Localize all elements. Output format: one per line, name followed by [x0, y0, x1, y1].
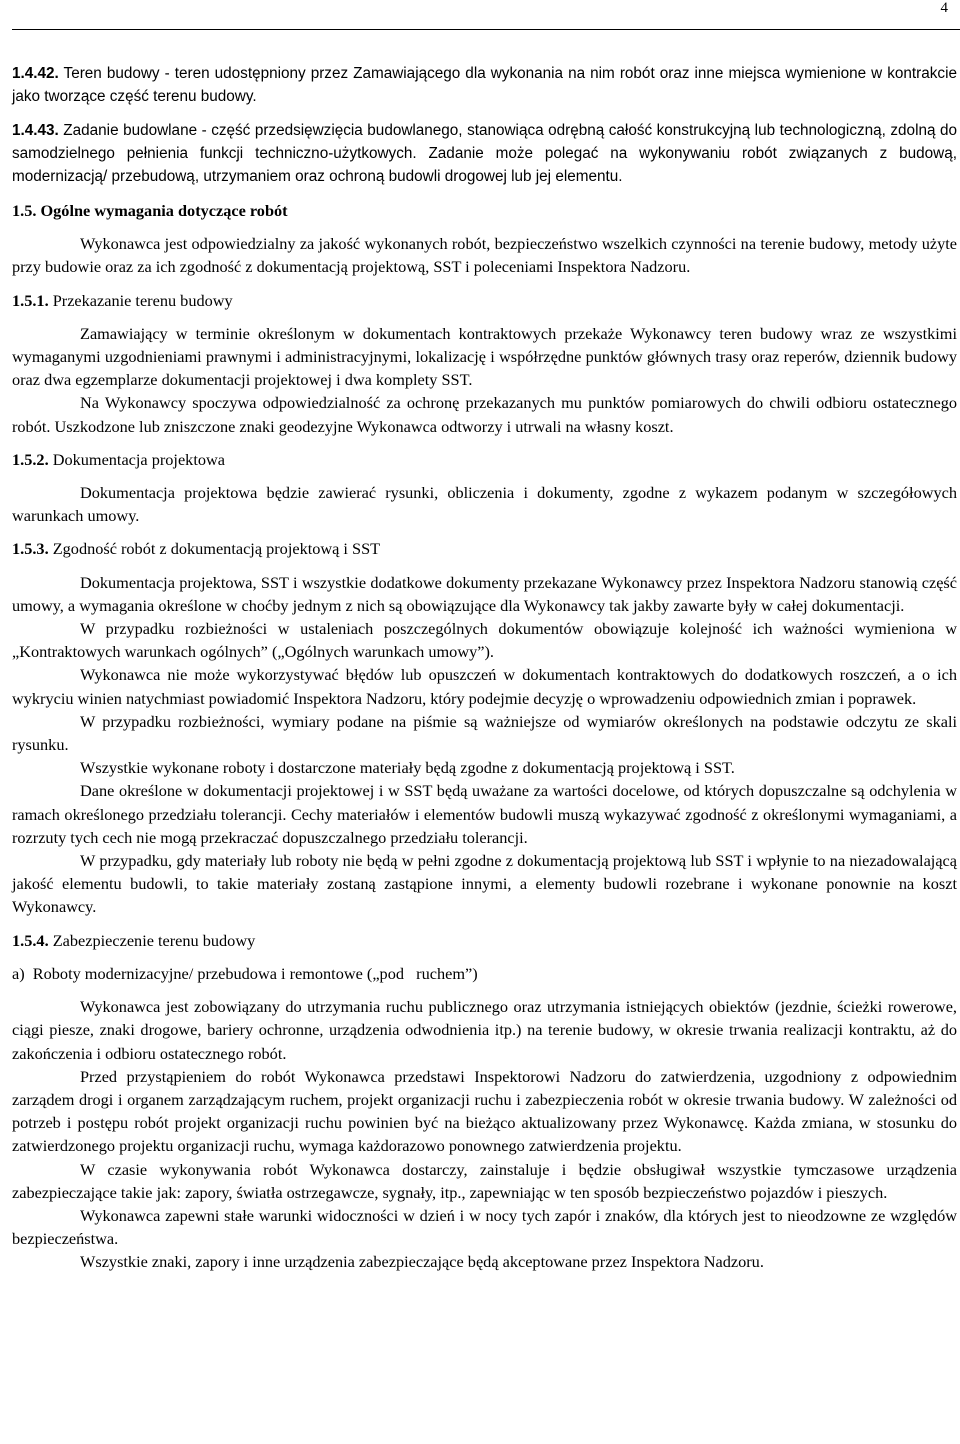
header-rule	[12, 29, 960, 30]
paragraph: W przypadku rozbieżności, wymiary podane na piśmie są ważniejsze od wymiarów określonych na podstawie odczytu ze skali rysunku.	[12, 711, 957, 755]
section-heading-1-5-4: 1.5.4. Zabezpieczenie terenu budowy	[12, 930, 256, 950]
paragraph: Przed przystąpieniem do robót Wykonawca przedstawi Inspektorowi Nadzoru do zatwierdzenia, uzgodniony z odpowiednim zarządem drogi i organem zarządzającym ruchem, projekt organizacji ruchu i zabezpieczenia robót w okresie trwania budowy. W zależności od potrzeb i postępu robót projekt organizacji ruchu powinien być na bieżąco aktualizowany przez Wykonawcę. Każda zmiana, w stosunku do zatwierdzonego projektu organizacji ruchu, wymaga każdorazowo ponownego zatwierdzenia projektu.	[12, 1066, 957, 1156]
section-heading-1-5-1: 1.5.1. Przekazanie terenu budowy	[12, 290, 233, 310]
paragraph: Wykonawca jest zobowiązany do utrzymania ruchu publicznego oraz utrzymania istniejących obiektów (jezdnie, ścieżki rowerowe, ciągi piesze, znaki drogowe, bariery ochronne, urządzenia odwodnienia itp.) na terenie budowy, w okresie trwania realizacji kontraktu, aż do zakończenia i odbioru ostatecznego robót.	[12, 997, 957, 1063]
paragraph: Wszystkie znaki, zapory i inne urządzenia zabezpieczające będą akceptowane przez Inspektora Nadzoru.	[80, 1252, 764, 1272]
section-heading-1-5-2: 1.5.2. Dokumentacja projektowa	[12, 449, 225, 469]
paragraph: Wszystkie wykonane roboty i dostarczone materiały będą zgodne z dokumentacją projektową i SST.	[80, 758, 735, 778]
paragraph: Dokumentacja projektowa, SST i wszystkie dodatkowe dokumenty przekazane Wykonawcy przez Inspektora Nadzoru stanowią część umowy, a wymagania określone w choćby jednym z nich są obowiązujące dla Wykonawcy tak jakby zawarte były w całej dokumentacji.	[12, 572, 957, 615]
list-item-a: a) Roboty modernizacyjne/ przebudowa i remontowe („pod ruchem”)	[12, 963, 478, 983]
section-heading-1-5-3: 1.5.3. Zgodność robót z dokumentacją projektową i SST	[12, 539, 381, 559]
definition-1-4-43: 1.4.43. Zadanie budowlane - część przedsięwzięcia budowlanego, stanowiąca odrębną całość konstrukcyjną lub technologiczną, zdolną do samodzielnego pełnienia funkcji techniczno-użytkowych. Zadanie może polegać na wykonywaniu robót związanych z budową, modernizacją/ przebudową, utrzymaniem oraz ochroną budowli drogowej lub jej elementu.	[12, 122, 958, 185]
definition-1-4-42: 1.4.42. Teren budowy - teren udostępniony przez Zamawiającego dla wykonania na nim robót oraz inne miejsca wymienione w kontrakcie jako tworzące część terenu budowy.	[12, 65, 957, 105]
paragraph: Wykonawca zapewni stałe warunki widoczności w dzień i w nocy tych zapór i znaków, dla których jest to nieodzowne ze względów bezpieczeństwa.	[12, 1205, 957, 1249]
paragraph: W przypadku, gdy materiały lub roboty nie będą w pełni zgodne z dokumentacją projektową lub SST i wpłynie to na niezadowalającą jakość elementu budowli, to takie materiały zostaną zastąpione innymi, a elementy budowli rozebrane i wykonane ponownie na koszt Wykonawcy.	[12, 851, 957, 917]
paragraph: W przypadku rozbieżności w ustaleniach poszczególnych dokumentów obowiązuje kolejność ich ważności wymieniona w „Kontraktowych warunkach ogólnych” („Ogólnych warunkach umowy”).	[12, 619, 957, 662]
paragraph: Na Wykonawcy spoczywa odpowiedzialność za ochronę przekazanych mu punktów pomiarowych do chwili odbioru ostatecznego robót. Uszkodzone lub zniszczone znaki geodezyjne Wykonawca odtworzy i utrwali na własny koszt.	[12, 393, 957, 436]
paragraph: Wykonawca nie może wykorzystywać błędów lub opuszczeń w dokumentach kontraktowych do dodatkowych roszczeń, a o ich wykryciu winien natychmiast powiadomić Inspektora Nadzoru, który podejmie decyzję o wprowadzeniu odpowiednich zmian i poprawek.	[12, 665, 957, 708]
paragraph: Dokumentacja projektowa będzie zawierać rysunki, obliczenia i dokumenty, zgodne z wykazem podanym w szczegółowych warunkach umowy.	[12, 483, 957, 526]
paragraph: Dane określone w dokumentacji projektowej i w SST będą uważane za wartości docelowe, od których dopuszczalne są odchylenia w ramach określonego przedziału tolerancji. Cechy materiałów i elementów budowli muszą wykazywać zgodność z określonymi wymaganiami, a rozrzuty tych cech nie mogą przekraczać dopuszczalnego przedziału tolerancji.	[12, 781, 957, 847]
page-number: 4	[940, 0, 948, 16]
section-heading-1-5: 1.5. Ogólne wymagania dotyczące robót	[12, 201, 288, 220]
paragraph: Wykonawca jest odpowiedzialny za jakość wykonanych robót, bezpieczeństwo wszelkich czynności na terenie budowy, metody użyte przy budowie oraz za ich zgodność z dokumentacją projektową, SST i poleceniami Inspektora Nadzoru.	[12, 234, 957, 277]
paragraph: W czasie wykonywania robót Wykonawca dostarczy, zainstaluje i będzie obsługiwał wszystkie tymczasowe urządzenia zabezpieczające takie jak: zapory, światła ostrzegawcze, sygnały, itp., zapewniając w ten sposób bezpieczeństwo pojazdów i pieszych.	[12, 1159, 957, 1202]
document-body	[12, 62, 957, 1274]
paragraph: Zamawiający w terminie określonym w dokumentach kontraktowych przekaże Wykonawcy teren budowy wraz ze wszystkimi wymaganymi uzgodnieniami prawnymi i administracyjnymi, lokalizację i współrzędne punktów głównych trasy oraz reperów, dziennik budowy oraz dwa egzemplarze dokumentacji projektowej i dwa komplety SST.	[12, 323, 957, 390]
